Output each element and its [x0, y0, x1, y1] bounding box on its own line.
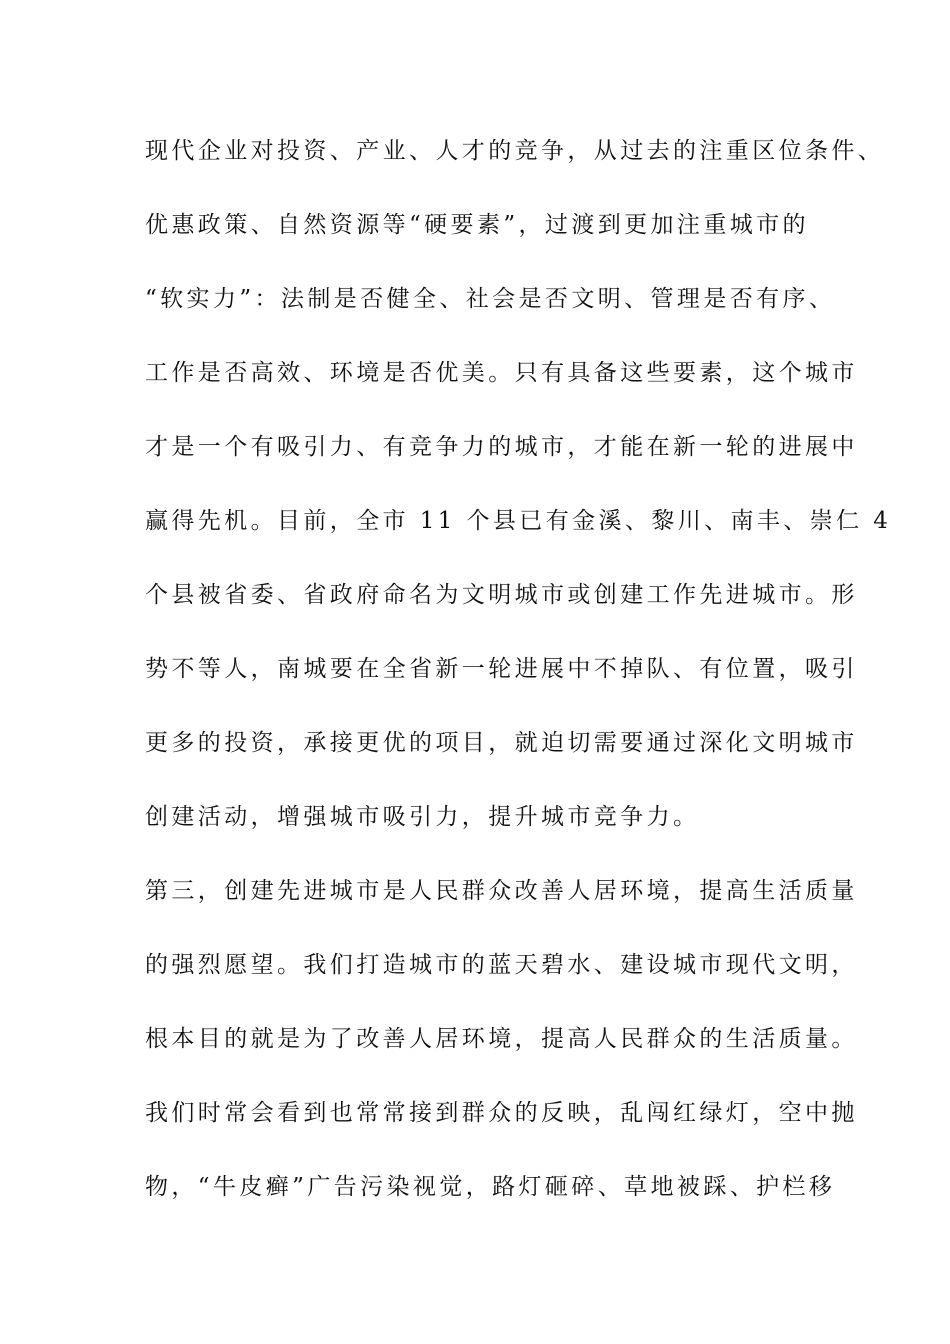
text-line: 第三，创建先进城市是人民群众改善人居环境，提高生活质量: [145, 878, 858, 904]
text-line: 创建活动，增强城市吸引力，提升城市竞争力。: [145, 804, 700, 830]
text-line: 势不等人，南城要在全省新一轮进展中不掉队、有位置，吸引: [145, 656, 858, 682]
text-line: 赢得先机。目前，全市 11 个县已有金溪、黎川、南丰、崇仁 4: [145, 508, 892, 534]
text-line: 才是一个有吸引力、有竞争力的城市，才能在新一轮的进展中: [145, 434, 858, 460]
text-line: 更多的投资，承接更优的项目，就迫切需要通过深化文明城市: [145, 730, 858, 756]
text-line: “软实力”：法制是否健全、社会是否文明、管理是否有序、: [145, 286, 836, 312]
text-line: 优惠政策、自然资源等“硬要素”，过渡到更加注重城市的: [145, 212, 809, 238]
text-line: 的强烈愿望。我们打造城市的蓝天碧水、建设城市现代文明，: [145, 952, 858, 978]
text-line: 工作是否高效、环境是否优美。只有具备这些要素，这个城市: [145, 360, 858, 386]
text-line: 我们时常会看到也常常接到群众的反映，乱闯红绿灯，空中抛: [145, 1100, 858, 1126]
text-line: 个县被省委、省政府命名为文明城市或创建工作先进城市。形: [145, 582, 858, 608]
text-line: 物，“牛皮癣”广告污染视觉，路灯砸碎、草地被踩、护栏移: [145, 1174, 836, 1200]
text-line: 根本目的就是为了改善人居环境，提高人民群众的生活质量。: [145, 1026, 858, 1052]
text-line: 现代企业对投资、产业、人才的竞争，从过去的注重区位条件、: [145, 138, 885, 164]
body-text: [145, 128, 892, 1238]
